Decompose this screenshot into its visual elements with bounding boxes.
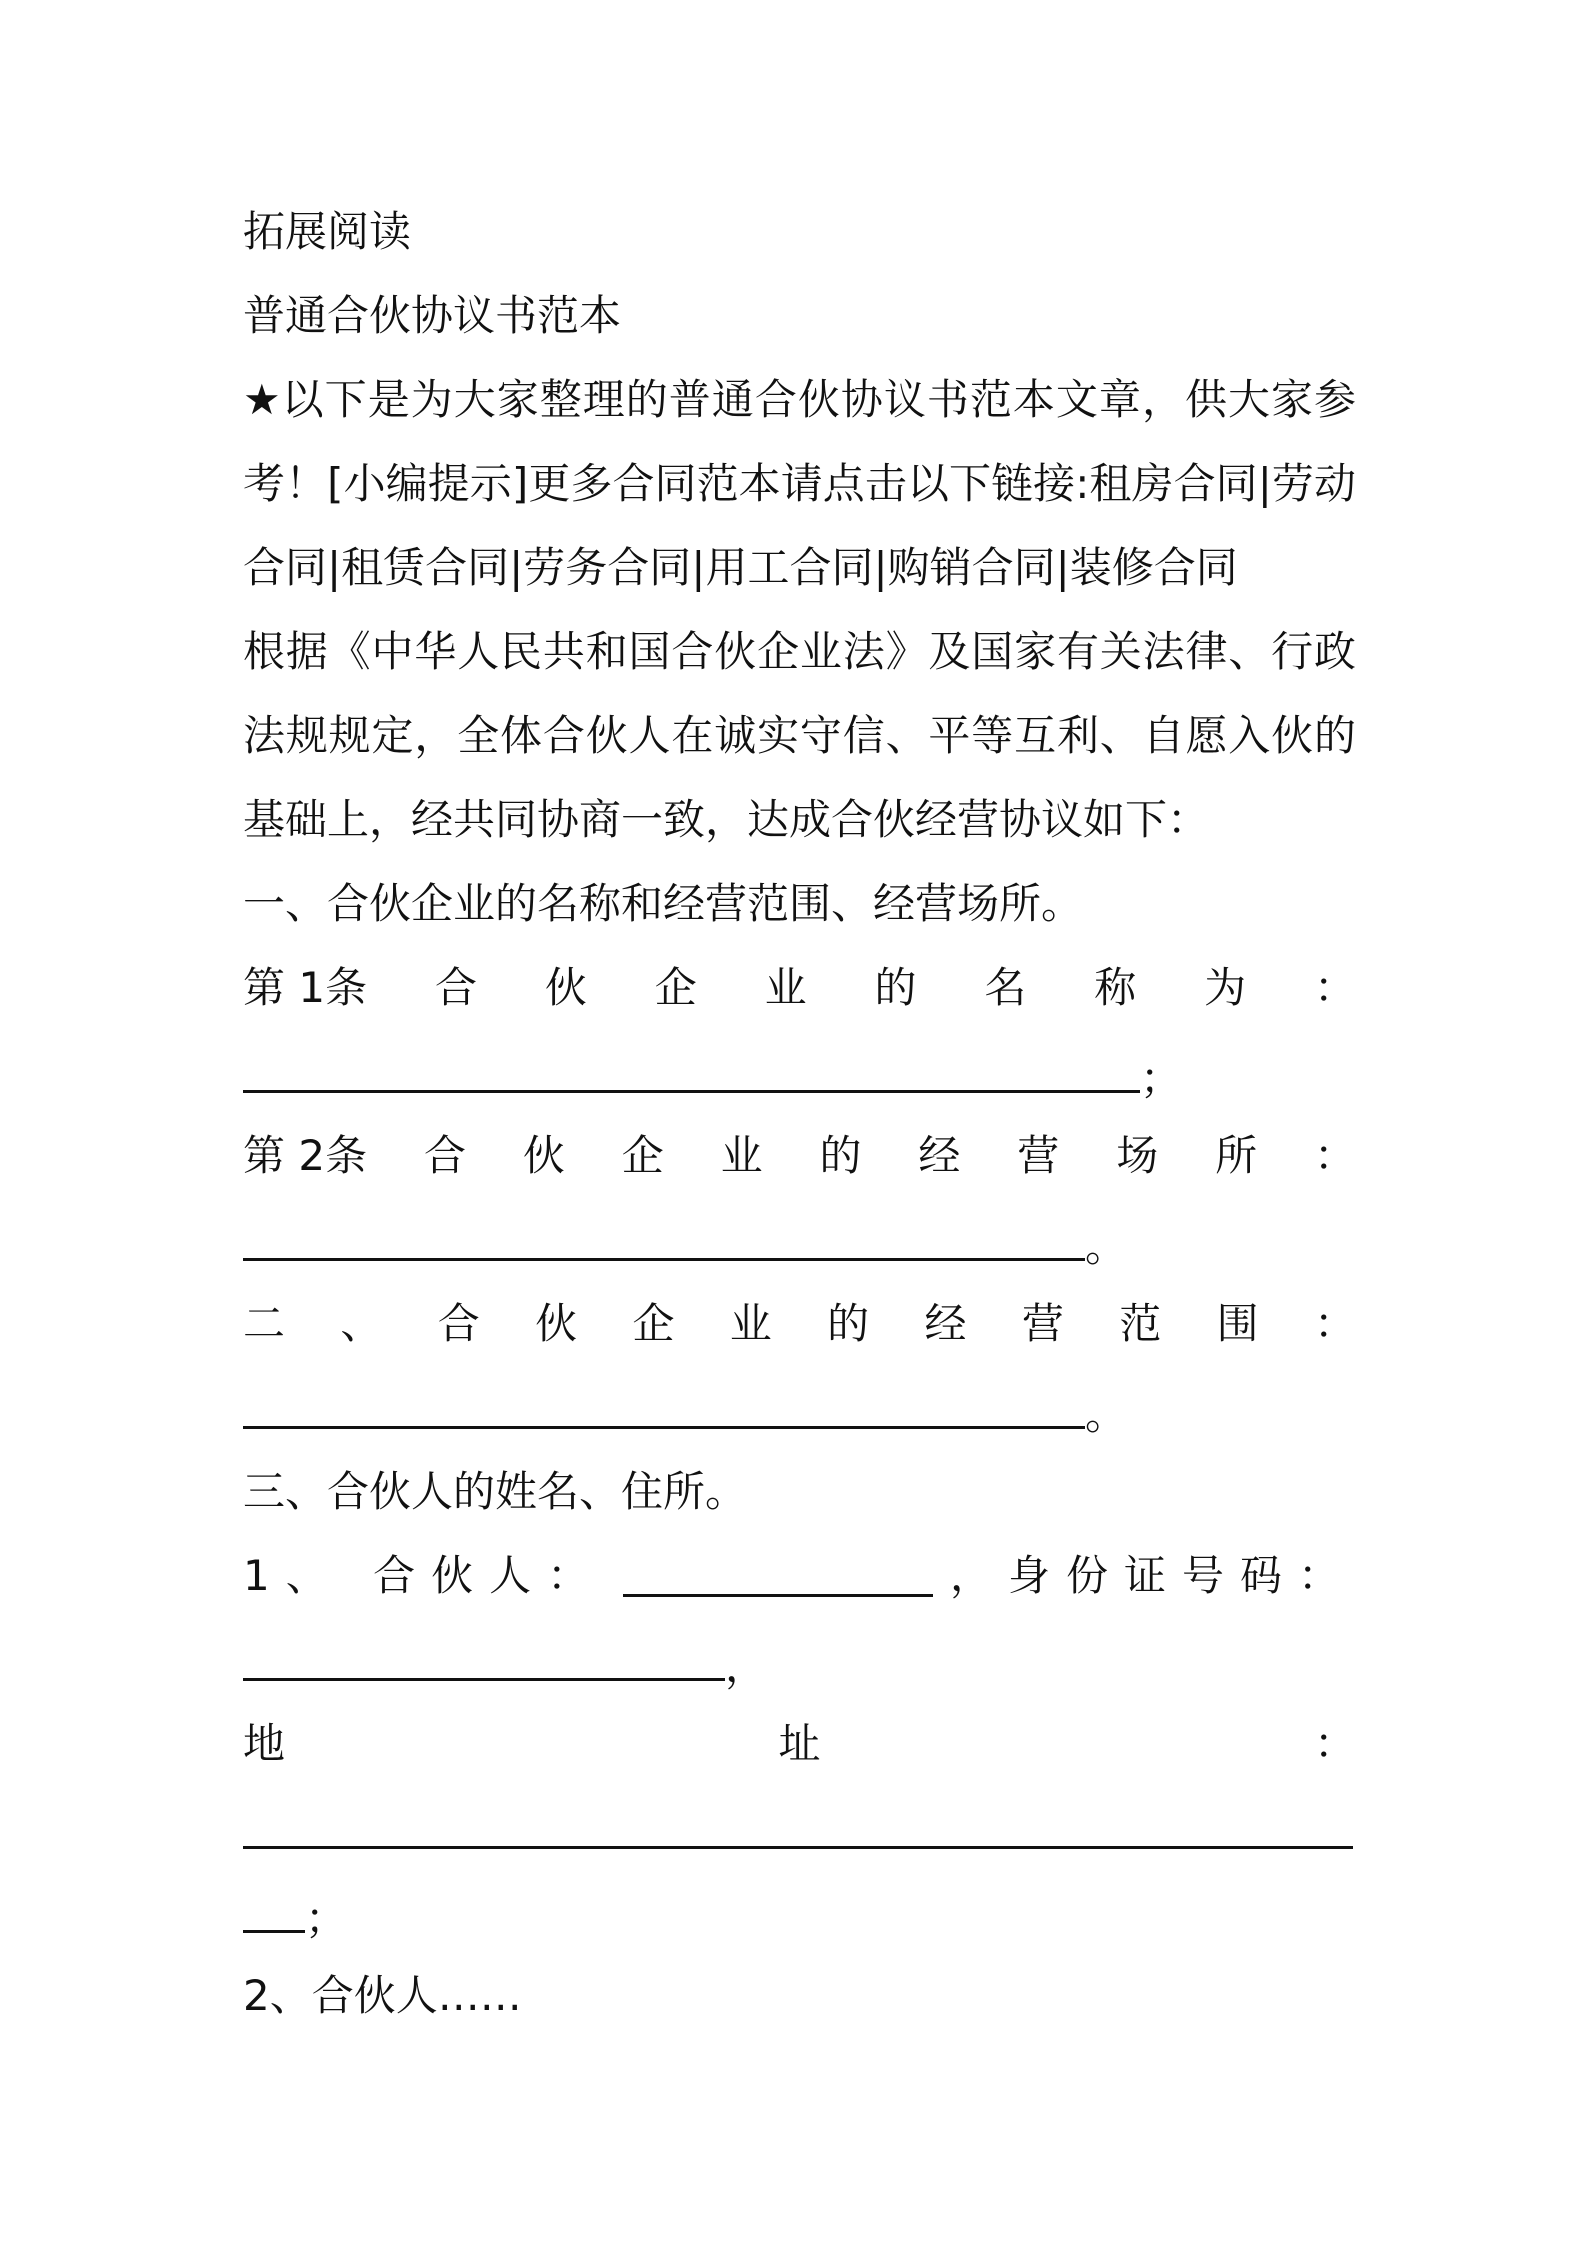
article-1-char: 名 [984,963,1027,1012]
address-blank[interactable] [243,1786,1353,1849]
section-2-char: 、 [340,1299,383,1348]
article-2-char: 所 [1215,1131,1258,1180]
section-3-heading: 三、合伙人的姓名、住所。 [243,1467,748,1516]
partner-1-id-label: ，身份证号码： [949,1551,1356,1600]
article-2-char: 伙 [522,1131,565,1180]
business-location-blank[interactable] [243,1198,1085,1261]
section-2-char: 营 [1021,1299,1064,1348]
article-2-char: 企 [621,1131,664,1180]
section-2-end-mark: 。 [1085,1390,1128,1439]
article-2-line [243,1114,1356,1198]
partner-2-line: 2、合伙人…… [243,1971,522,2020]
intro-paragraph: ★以下是为大家整理的普通合伙协议书范本文章，供大家参考！[小编提示]更多合同范本请点击以下链接:租房合同|劳动合同|租赁合同|劳务合同|用工合同|购销合同|装修合同 [243,375,1356,592]
section-2-char: 经 [924,1299,967,1348]
company-name-blank[interactable] [243,1030,1140,1093]
article-1-blank-line [243,1030,1356,1114]
extended-reading-heading: 拓展阅读 [243,207,412,256]
article-1-char: 伙 [544,963,587,1012]
article-1-char: ： [1313,963,1356,1012]
article-2-end-mark: 。 [1085,1222,1128,1271]
section-2-char: 伙 [535,1299,578,1348]
section-2-line [243,1282,1356,1366]
address-label-colon: ： [1313,1719,1356,1768]
section-2-blank-line [243,1366,1356,1450]
section-2-char: 业 [729,1299,772,1348]
article-1-char: 的 [874,963,917,1012]
partner-1-name-blank[interactable] [623,1534,933,1597]
article-1-char: 企 [654,963,697,1012]
document-page [243,190,1356,2038]
section-2-char: 围 [1216,1299,1259,1348]
section-2-char: 的 [827,1299,870,1348]
partner-1-id-blank[interactable] [243,1618,725,1681]
section-2-char: 二 [243,1299,286,1348]
address-blank-continued[interactable] [243,1870,305,1933]
address-label-line [243,1702,1356,1786]
partner-1-label: 1、 合伙人： [243,1551,606,1600]
partner-1-line [243,1534,1356,1618]
address-label-mid: 址 [778,1719,821,1768]
article-1-line [243,946,1356,1030]
business-scope-blank[interactable] [243,1366,1085,1429]
article-1-end-mark: ； [1140,1054,1183,1103]
address-blank-line-2 [243,1870,1356,1954]
partner-1-comma: ， [725,1642,768,1691]
article-2-char: 业 [720,1131,763,1180]
preamble-paragraph: 根据《中华人民共和国合伙企业法》及国家有关法律、行政法规规定，全体合伙人在诚实守信、平等互利、自愿入伙的基础上，经共同协商一致，达成合伙经营协议如下： [243,627,1356,844]
article-2-char: ： [1313,1131,1356,1180]
section-2-char: 范 [1119,1299,1162,1348]
article-1-char: 合 [434,963,477,1012]
article-1-char: 为 [1204,963,1247,1012]
article-2-blank-line [243,1198,1356,1282]
document-title: 普通合伙协议书范本 [243,291,622,340]
article-2-char: 的 [819,1131,862,1180]
article-2-label: 第 2条 [243,1131,368,1180]
article-2-char: 经 [918,1131,961,1180]
section-2-char: ： [1313,1299,1356,1348]
address-label-left: 地 [243,1719,286,1768]
address-blank-line-1 [243,1786,1356,1870]
article-2-char: 场 [1116,1131,1159,1180]
article-1-label: 第 1条 [243,963,368,1012]
address-end-mark: ； [305,1894,348,1943]
article-2-char: 营 [1017,1131,1060,1180]
section-2-char: 企 [632,1299,675,1348]
section-2-char: 合 [437,1299,480,1348]
section-1-heading: 一、合伙企业的名称和经营范围、经营场所。 [243,879,1084,928]
article-2-char: 合 [423,1131,466,1180]
article-1-char: 业 [764,963,807,1012]
partner-1-id-blank-line [243,1618,1356,1702]
article-1-char: 称 [1094,963,1137,1012]
